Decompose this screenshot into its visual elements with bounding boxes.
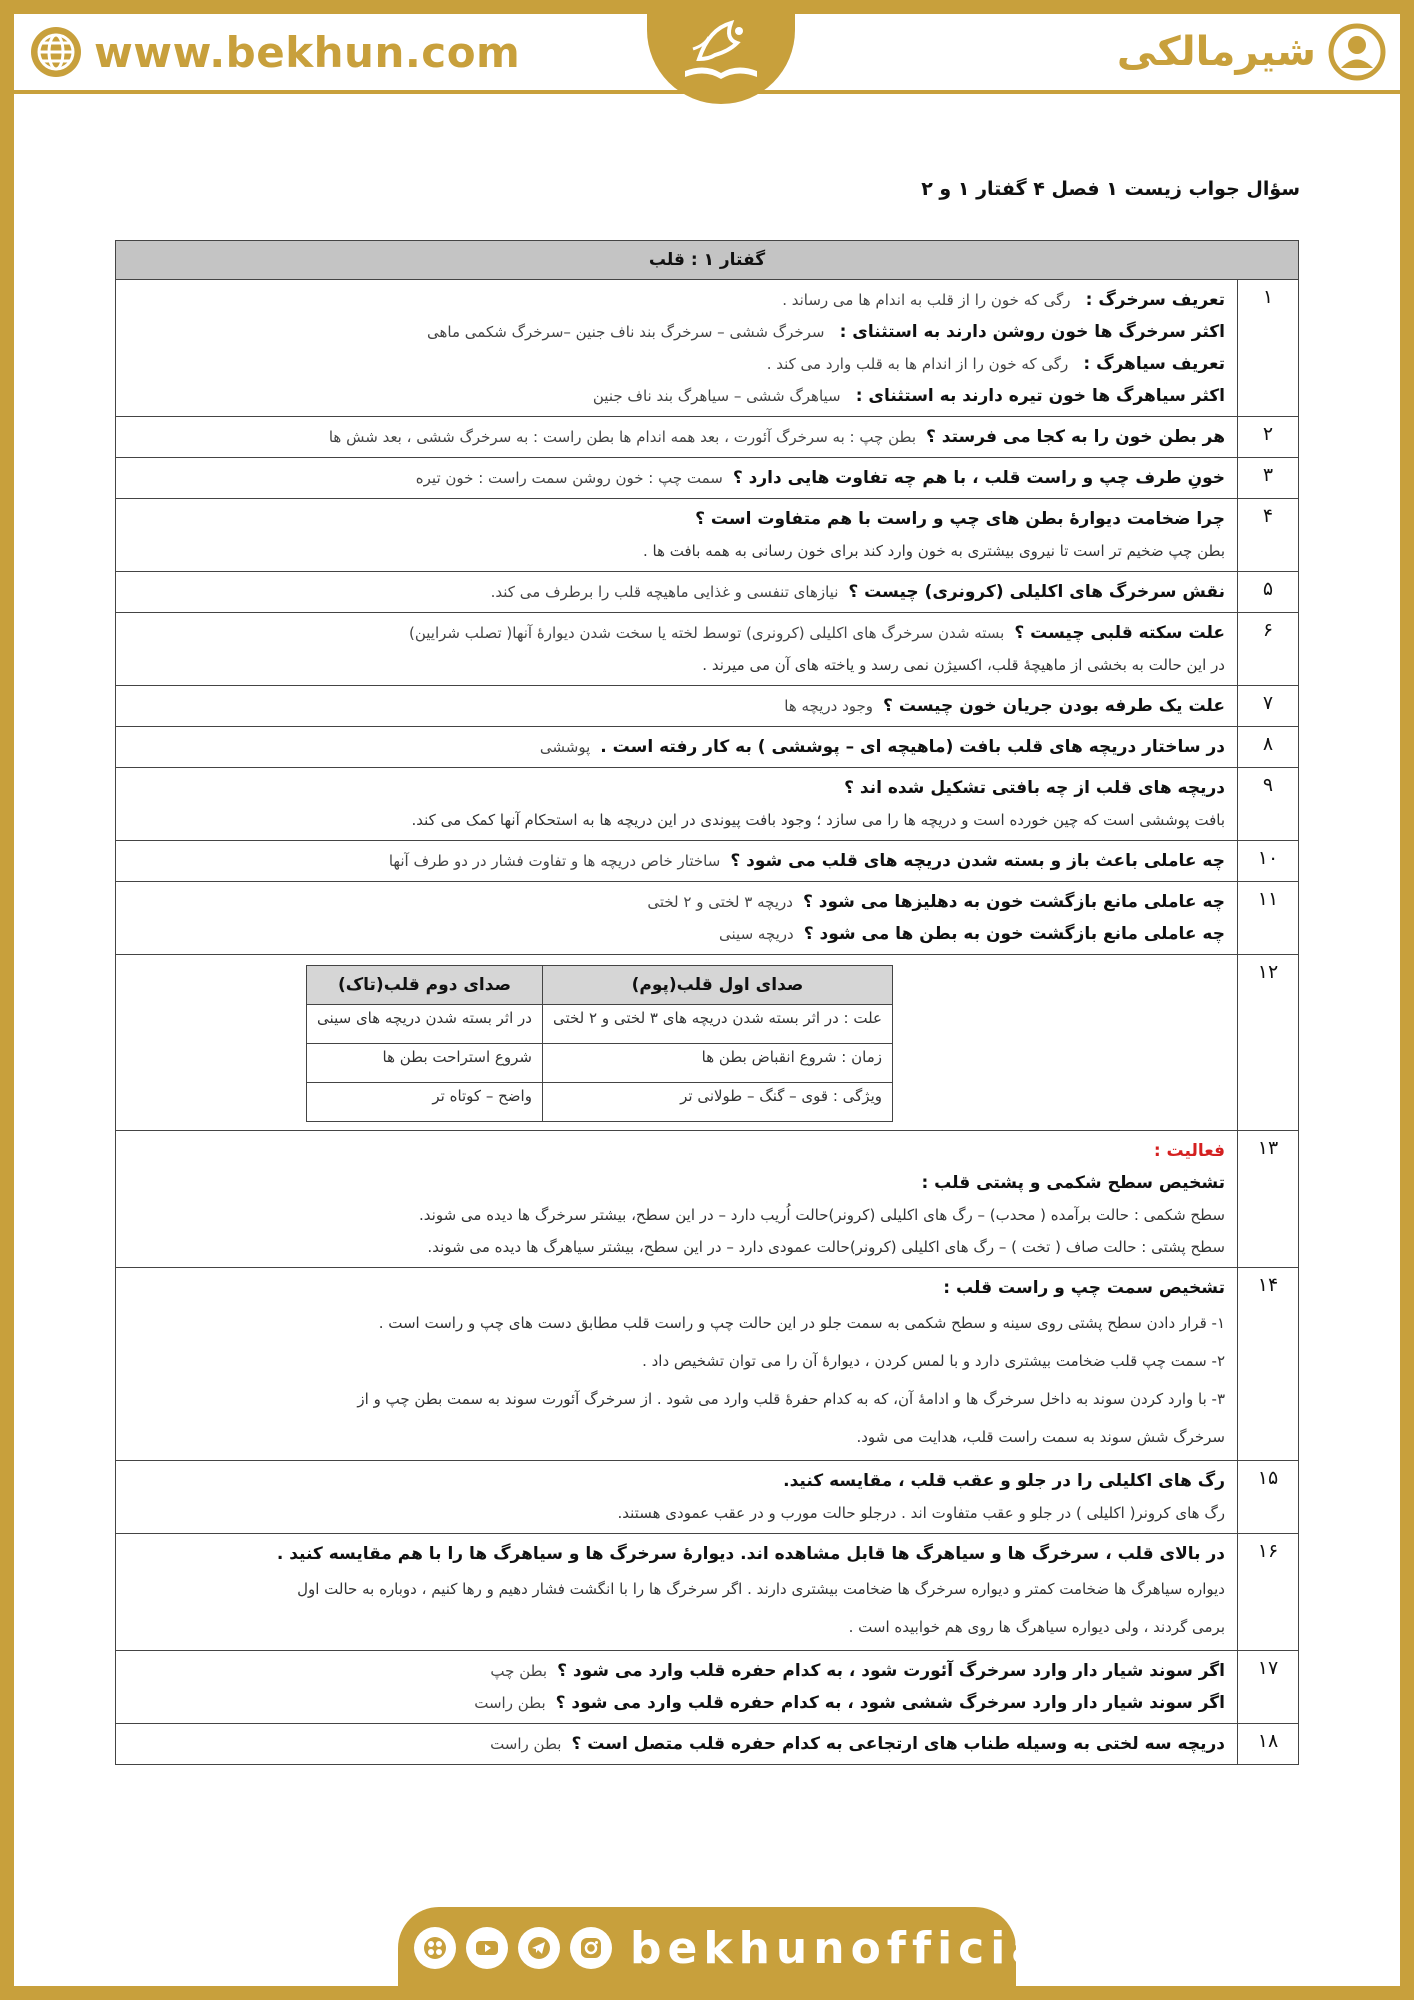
social-handle[interactable]: bekhunofficial	[630, 1922, 1069, 1974]
table-row	[116, 882, 1299, 955]
question: دریچه سه لختی به وسیله طناب های ارتجاعی به کدام حفره قلب متصل است ؟	[571, 1734, 1225, 1754]
user-icon	[1328, 23, 1386, 81]
table-row	[116, 1651, 1299, 1724]
answer: بطن چپ : به سرخرگ آئورت ، بعد همه اندام ها بطن راست : به سرخرگ ششی ، بعد شش ها	[328, 428, 917, 446]
answer: بسته شدن سرخرگ های اکلیلی (کرونری) توسط لخته یا سخت شدن دیوارۀ آنها( تصلب شرایین)	[409, 624, 1005, 642]
row-content	[116, 727, 1238, 768]
answer: رگی که خون را از قلب به اندام ها می رساند .	[782, 291, 1071, 309]
answer: سطح شکمی : حالت برآمده ( محدب) – رگ های اکلیلی (کرونر)حالت اُریب دارد – در این سطح، بیشتر سرخرگ ها دیده می شوند.	[419, 1206, 1225, 1224]
instagram-icon[interactable]	[570, 1927, 612, 1969]
question: چه عاملی باعث باز و بسته شدن دریچه های قلب می شود ؟	[730, 851, 1225, 871]
row-number: ۱۶	[1238, 1534, 1299, 1651]
answer: بافت پوششی است که چین خورده است و دریچه ها را می سازد ؛ وجود بافت پیوندی در این دریچه ها به استحکام آنها کمک می کند.	[411, 811, 1225, 829]
question: نقش سرخرگ های اکلیلی (کرونری) چیست ؟	[848, 582, 1225, 602]
aparat-icon[interactable]	[414, 1927, 456, 1969]
row-content	[116, 841, 1238, 882]
question: اگر سوند شیار دار وارد سرخرگ ششی شود ، به کدام حفره قلب وارد می شود ؟	[555, 1693, 1225, 1713]
row-content	[116, 613, 1238, 686]
question: اکثر سرخرگ ها خون روشن دارند به استثنای :	[839, 322, 1225, 342]
question: تعریف سیاهرگ :	[1083, 354, 1225, 374]
row-number: ۵	[1238, 572, 1299, 613]
question: در بالای قلب ، سرخرگ ها و سیاهرگ ها قابل مشاهده اند. دیوارۀ سرخرگ ها و سیاهرگ ها را با هم مقایسه کنید .	[276, 1544, 1225, 1564]
answer: بطن چپ	[490, 1662, 548, 1680]
table-cell: زمان : شروع انقباض بطن ها	[542, 1044, 892, 1083]
table-row	[116, 458, 1299, 499]
answer: در این حالت به بخشی از ماهیچۀ قلب، اکسیژن نمی رسد و یاخته های آن می میرند .	[702, 656, 1225, 674]
row-content	[116, 1534, 1238, 1651]
table-row	[116, 1461, 1299, 1534]
page-title: سؤال جواب زیست ۱ فصل ۴ گفتار ۱ و ۲	[921, 178, 1300, 200]
question: چه عاملی مانع بازگشت خون به دهلیزها می شود ؟	[802, 892, 1225, 912]
table-row	[116, 499, 1299, 572]
section-title: گفتار ۱ : قلب	[116, 241, 1299, 280]
youtube-icon[interactable]	[466, 1927, 508, 1969]
row-content	[116, 955, 1238, 1131]
answer: بطن راست	[474, 1694, 546, 1712]
row-number: ۸	[1238, 727, 1299, 768]
answer: نیازهای تنفسی و غذایی ماهیچه قلب را برطرف می کند.	[490, 583, 839, 601]
row-content	[116, 458, 1238, 499]
activity-label: فعالیت :	[1153, 1141, 1225, 1161]
table-row	[116, 1724, 1299, 1765]
row-number: ۴	[1238, 499, 1299, 572]
heart-sounds-table	[306, 965, 893, 1122]
footer-bar	[398, 1907, 1069, 1989]
qa-table	[115, 240, 1299, 1765]
table-row	[116, 768, 1299, 841]
row-number: ۱۳	[1238, 1131, 1299, 1268]
brand-name: شیرمالکی	[1116, 29, 1316, 75]
table-row	[116, 841, 1299, 882]
row-content	[116, 686, 1238, 727]
answer: رگ های کرونر( اکلیلی ) در جلو و عقب متفاوت اند . درجلو حالت مورب و در عقب عمودی هستند.	[617, 1504, 1225, 1522]
row-content	[116, 280, 1238, 417]
site-url[interactable]: www.bekhun.com	[94, 27, 521, 77]
question: رگ های اکلیلی را در جلو و عقب قلب ، مقایسه کنید.	[783, 1471, 1225, 1491]
table-cell: شروع استراحت بطن ها	[307, 1044, 543, 1083]
row-number: ۱۷	[1238, 1651, 1299, 1724]
social-icons	[414, 1927, 612, 1969]
row-number: ۹	[1238, 768, 1299, 841]
table-cell: ویژگی : قوی – گنگ – طولانی تر	[542, 1083, 892, 1122]
answer: سیاهرگ ششی – سیاهرگ بند ناف جنین	[592, 387, 841, 405]
telegram-icon[interactable]	[518, 1927, 560, 1969]
book-logo-icon	[675, 9, 767, 95]
table-row	[116, 280, 1299, 417]
answer: سمت چپ : خون روشن سمت راست : خون تیره	[415, 469, 723, 487]
answer: دریچه ۳ لختی و ۲ لختی	[647, 893, 793, 911]
answer: سطح پشتی : حالت صاف ( تخت ) – رگ های اکلیلی (کرونر)حالت عمودی دارد – در این سطح، بیشتر سیاهرگ ها دیده می شوند.	[427, 1238, 1225, 1256]
row-number: ۱۸	[1238, 1724, 1299, 1765]
table-row	[116, 955, 1299, 1131]
answer: ساختار خاص دریچه ها و تفاوت فشار در دو طرف آنها	[388, 852, 721, 870]
question: خونِ طرف چپ و راست قلب ، با هم چه تفاوت هایی دارد ؟	[732, 468, 1225, 488]
section-header-row	[116, 241, 1299, 280]
table-cell: واضح – کوتاه تر	[307, 1083, 543, 1122]
table-row	[116, 572, 1299, 613]
heart-sound-1-header: صدای اول قلب(پوم)	[542, 966, 892, 1005]
row-number: ۱۵	[1238, 1461, 1299, 1534]
answer: بطن راست	[490, 1735, 562, 1753]
row-content	[116, 417, 1238, 458]
answer: پوششی	[539, 738, 591, 756]
row-number: ۱۰	[1238, 841, 1299, 882]
answer: ۱- قرار دادن سطح پشتی روی سینه و سطح شکمی به سمت جلو در این حالت چپ و راست قلب مطابق دست های چپ و راست است .	[378, 1314, 1225, 1332]
row-content	[116, 1131, 1238, 1268]
answer: دیواره سیاهرگ ها ضخامت کمتر و دیواره سرخرگ ها ضخامت بیشتری دارند . اگر سرخرگ ها را با انگشت فشار دهیم و رها کنیم ، دوباره به حالت اول	[297, 1580, 1225, 1598]
table-row	[116, 727, 1299, 768]
question: تشخیص سطح شکمی و پشتی قلب :	[921, 1173, 1225, 1193]
question: اگر سوند شیار دار وارد سرخرگ آئورت شود ، به کدام حفره قلب وارد می شود ؟	[557, 1661, 1225, 1681]
table-row	[116, 417, 1299, 458]
question: هر بطن خون را به کجا می فرستد ؟	[926, 427, 1225, 447]
table-cell: علت : در اثر بسته شدن دریچه های ۳ لختی و ۲ لختی	[542, 1005, 892, 1044]
row-number: ۳	[1238, 458, 1299, 499]
bekhun-logo[interactable]	[647, 0, 795, 104]
answer: دریچه سینی	[719, 925, 794, 943]
header-bar	[14, 14, 1400, 94]
row-content	[116, 882, 1238, 955]
question: تعریف سرخرگ :	[1085, 290, 1225, 310]
question: تشخیص سمت چپ و راست قلب :	[943, 1278, 1225, 1298]
brand	[1117, 20, 1386, 84]
row-content	[116, 1268, 1238, 1461]
answer: سرخرگ ششی – سرخرگ بند ناف جنین –سرخرگ شکمی ماهی	[427, 323, 825, 341]
row-number: ۱۴	[1238, 1268, 1299, 1461]
answer: ۲- سمت چپ قلب ضخامت بیشتری دارد و با لمس کردن ، دیوارۀ آن را می توان تشخیص داد .	[642, 1352, 1225, 1370]
question: دریچه های قلب از چه بافتی تشکیل شده اند ؟	[844, 778, 1225, 798]
row-number: ۷	[1238, 686, 1299, 727]
answer: رگی که خون را از اندام ها به قلب وارد می کند .	[766, 355, 1069, 373]
globe-icon	[28, 24, 84, 80]
table-cell: در اثر بسته شدن دریچه های سینی	[307, 1005, 543, 1044]
answer: بطن چپ ضخیم تر است تا نیروی بیشتری به خون وارد کند برای خون رسانی به همه بافت ها .	[643, 542, 1225, 560]
question: چه عاملی مانع بازگشت خون به بطن ها می شود ؟	[803, 924, 1225, 944]
heart-sound-2-header: صدای دوم قلب(تاک)	[307, 966, 543, 1005]
question: اکثر سیاهرگ ها خون تیره دارند به استثنای :	[855, 386, 1225, 406]
row-content	[116, 572, 1238, 613]
row-content	[116, 499, 1238, 572]
row-number: ۲	[1238, 417, 1299, 458]
table-row	[116, 1534, 1299, 1651]
row-content	[116, 1724, 1238, 1765]
site-link[interactable]	[28, 20, 520, 84]
row-content	[116, 1651, 1238, 1724]
row-content	[116, 1461, 1238, 1534]
row-number: ۱	[1238, 280, 1299, 417]
row-number: ۶	[1238, 613, 1299, 686]
answer: برمی گردند ، ولی دیواره سیاهرگ ها روی هم خوابیده است .	[848, 1618, 1225, 1636]
row-number: ۱۱	[1238, 882, 1299, 955]
row-content	[116, 768, 1238, 841]
answer: وجود دریچه ها	[784, 697, 874, 715]
answer: ۳- با وارد کردن سوند به داخل سرخرگ ها و ادامۀ آن، که به کدام حفرۀ قلب وارد می شود . از سرخرگ آئورت سوند به سمت بطن چپ و از	[357, 1390, 1225, 1408]
question: علت یک طرفه بودن جریان خون چیست ؟	[883, 696, 1225, 716]
table-row	[116, 686, 1299, 727]
question: علت سکته قلبی چیست ؟	[1014, 623, 1225, 643]
table-row	[116, 613, 1299, 686]
row-number: ۱۲	[1238, 955, 1299, 1131]
question: در ساختار دریچه های قلب بافت (ماهیچه ای – پوششی ) به کار رفته است .	[600, 737, 1225, 757]
table-row	[116, 1131, 1299, 1268]
question: چرا ضخامت دیوارۀ بطن های چپ و راست با هم متفاوت است ؟	[695, 509, 1225, 529]
answer: سرخرگ شش سوند به سمت راست قلب، هدایت می شود.	[856, 1428, 1225, 1446]
table-row	[116, 1268, 1299, 1461]
